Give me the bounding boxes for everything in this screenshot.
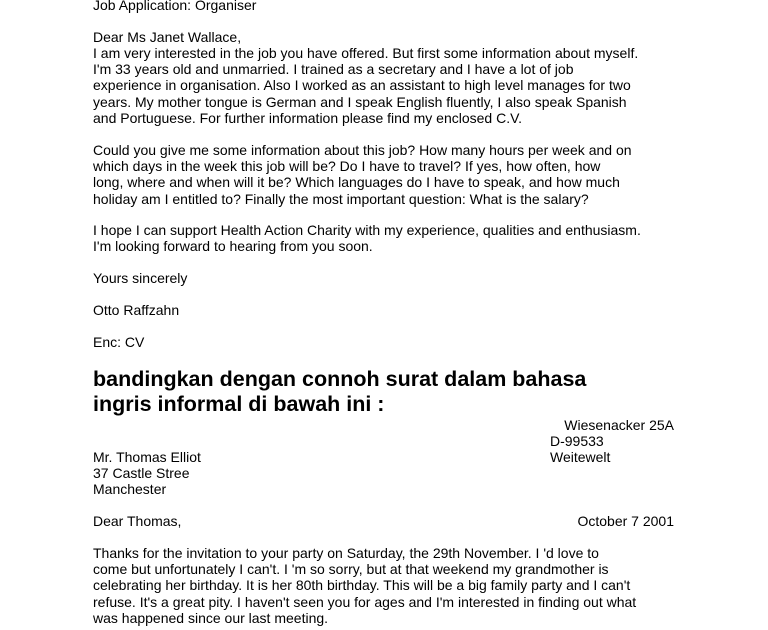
- sender-address-street: Wiesenacker 25A: [564, 417, 674, 433]
- paragraph-line: which days in the week this job will be? Do I have to travel? If yes, how often, how: [93, 158, 601, 175]
- letter-paragraph-1: [93, 45, 638, 126]
- paragraph-line: Could you give me some information about this job? How many hours per week and on: [93, 142, 632, 158]
- paragraph-line: refuse. It's a great pity. I haven't seen you for ages and I'm interested in finding out what: [93, 593, 637, 610]
- heading-line: ingris informal di bawah ini :: [93, 392, 385, 416]
- paragraph-line: Thanks for the invitation to your party on Saturday, the 29th November. I 'd love to: [93, 545, 599, 561]
- letter-closing: Yours sincerely: [93, 270, 188, 286]
- heading-line: bandingkan dengan connoh surat dalam bahasa: [93, 367, 587, 391]
- address-line: Manchester: [93, 481, 167, 498]
- sender-address-postcode: D-99533: [550, 433, 604, 449]
- section-heading: [93, 367, 586, 417]
- paragraph-line: long, where and when will it be? Which languages do I have to speak, and how much: [93, 174, 620, 191]
- paragraph-line: holiday am I entitled to? Finally the most important question: What is the salary?: [93, 190, 589, 207]
- paragraph-line: experience in organisation. Also I worked as an assistant to high level manages for two: [93, 77, 631, 94]
- letter-paragraph-2: [93, 142, 632, 207]
- letter-subject: Job Application: Organiser: [93, 0, 257, 13]
- paragraph-line: years. My mother tongue is German and I speak English fluently, I also speak Spanish: [93, 93, 627, 110]
- letter-salutation: Dear Ms Janet Wallace,: [93, 29, 242, 45]
- letter-signature: Otto Raffzahn: [93, 302, 180, 318]
- letter-paragraph-3: [93, 222, 641, 254]
- paragraph-line: I hope I can support Health Action Charity with my experience, qualities and enthusiasm.: [93, 222, 641, 238]
- letter-paragraph-1: [93, 545, 636, 626]
- letter-enclosure: Enc: CV: [93, 334, 145, 350]
- address-line: 37 Castle Stree: [93, 465, 190, 482]
- paragraph-line: I'm looking forward to hearing from you soon.: [93, 238, 373, 255]
- recipient-address: [93, 449, 201, 498]
- paragraph-line: I am very interested in the job you have offered. But first some information about myself.: [93, 45, 639, 61]
- paragraph-line: was happened since our last meeting.: [93, 609, 329, 626]
- paragraph-line: celebrating her birthday. It is her 80th birthday. This will be a big family party and I can't: [93, 577, 631, 594]
- paragraph-line: come but unfortunately I can't. I 'm so sorry, but at that weekend my grandmother is: [93, 561, 609, 578]
- letter-date: October 7 2001: [577, 513, 674, 529]
- paragraph-line: I'm 33 years old and unmarried. I trained as a secretary and I have a lot of job: [93, 61, 574, 78]
- paragraph-line: and Portuguese. For further information please find my enclosed C.V.: [93, 109, 523, 126]
- address-line: Mr. Thomas Elliot: [93, 449, 201, 465]
- letter-salutation: Dear Thomas,: [93, 513, 182, 529]
- sender-address-town: Weitewelt: [550, 449, 611, 465]
